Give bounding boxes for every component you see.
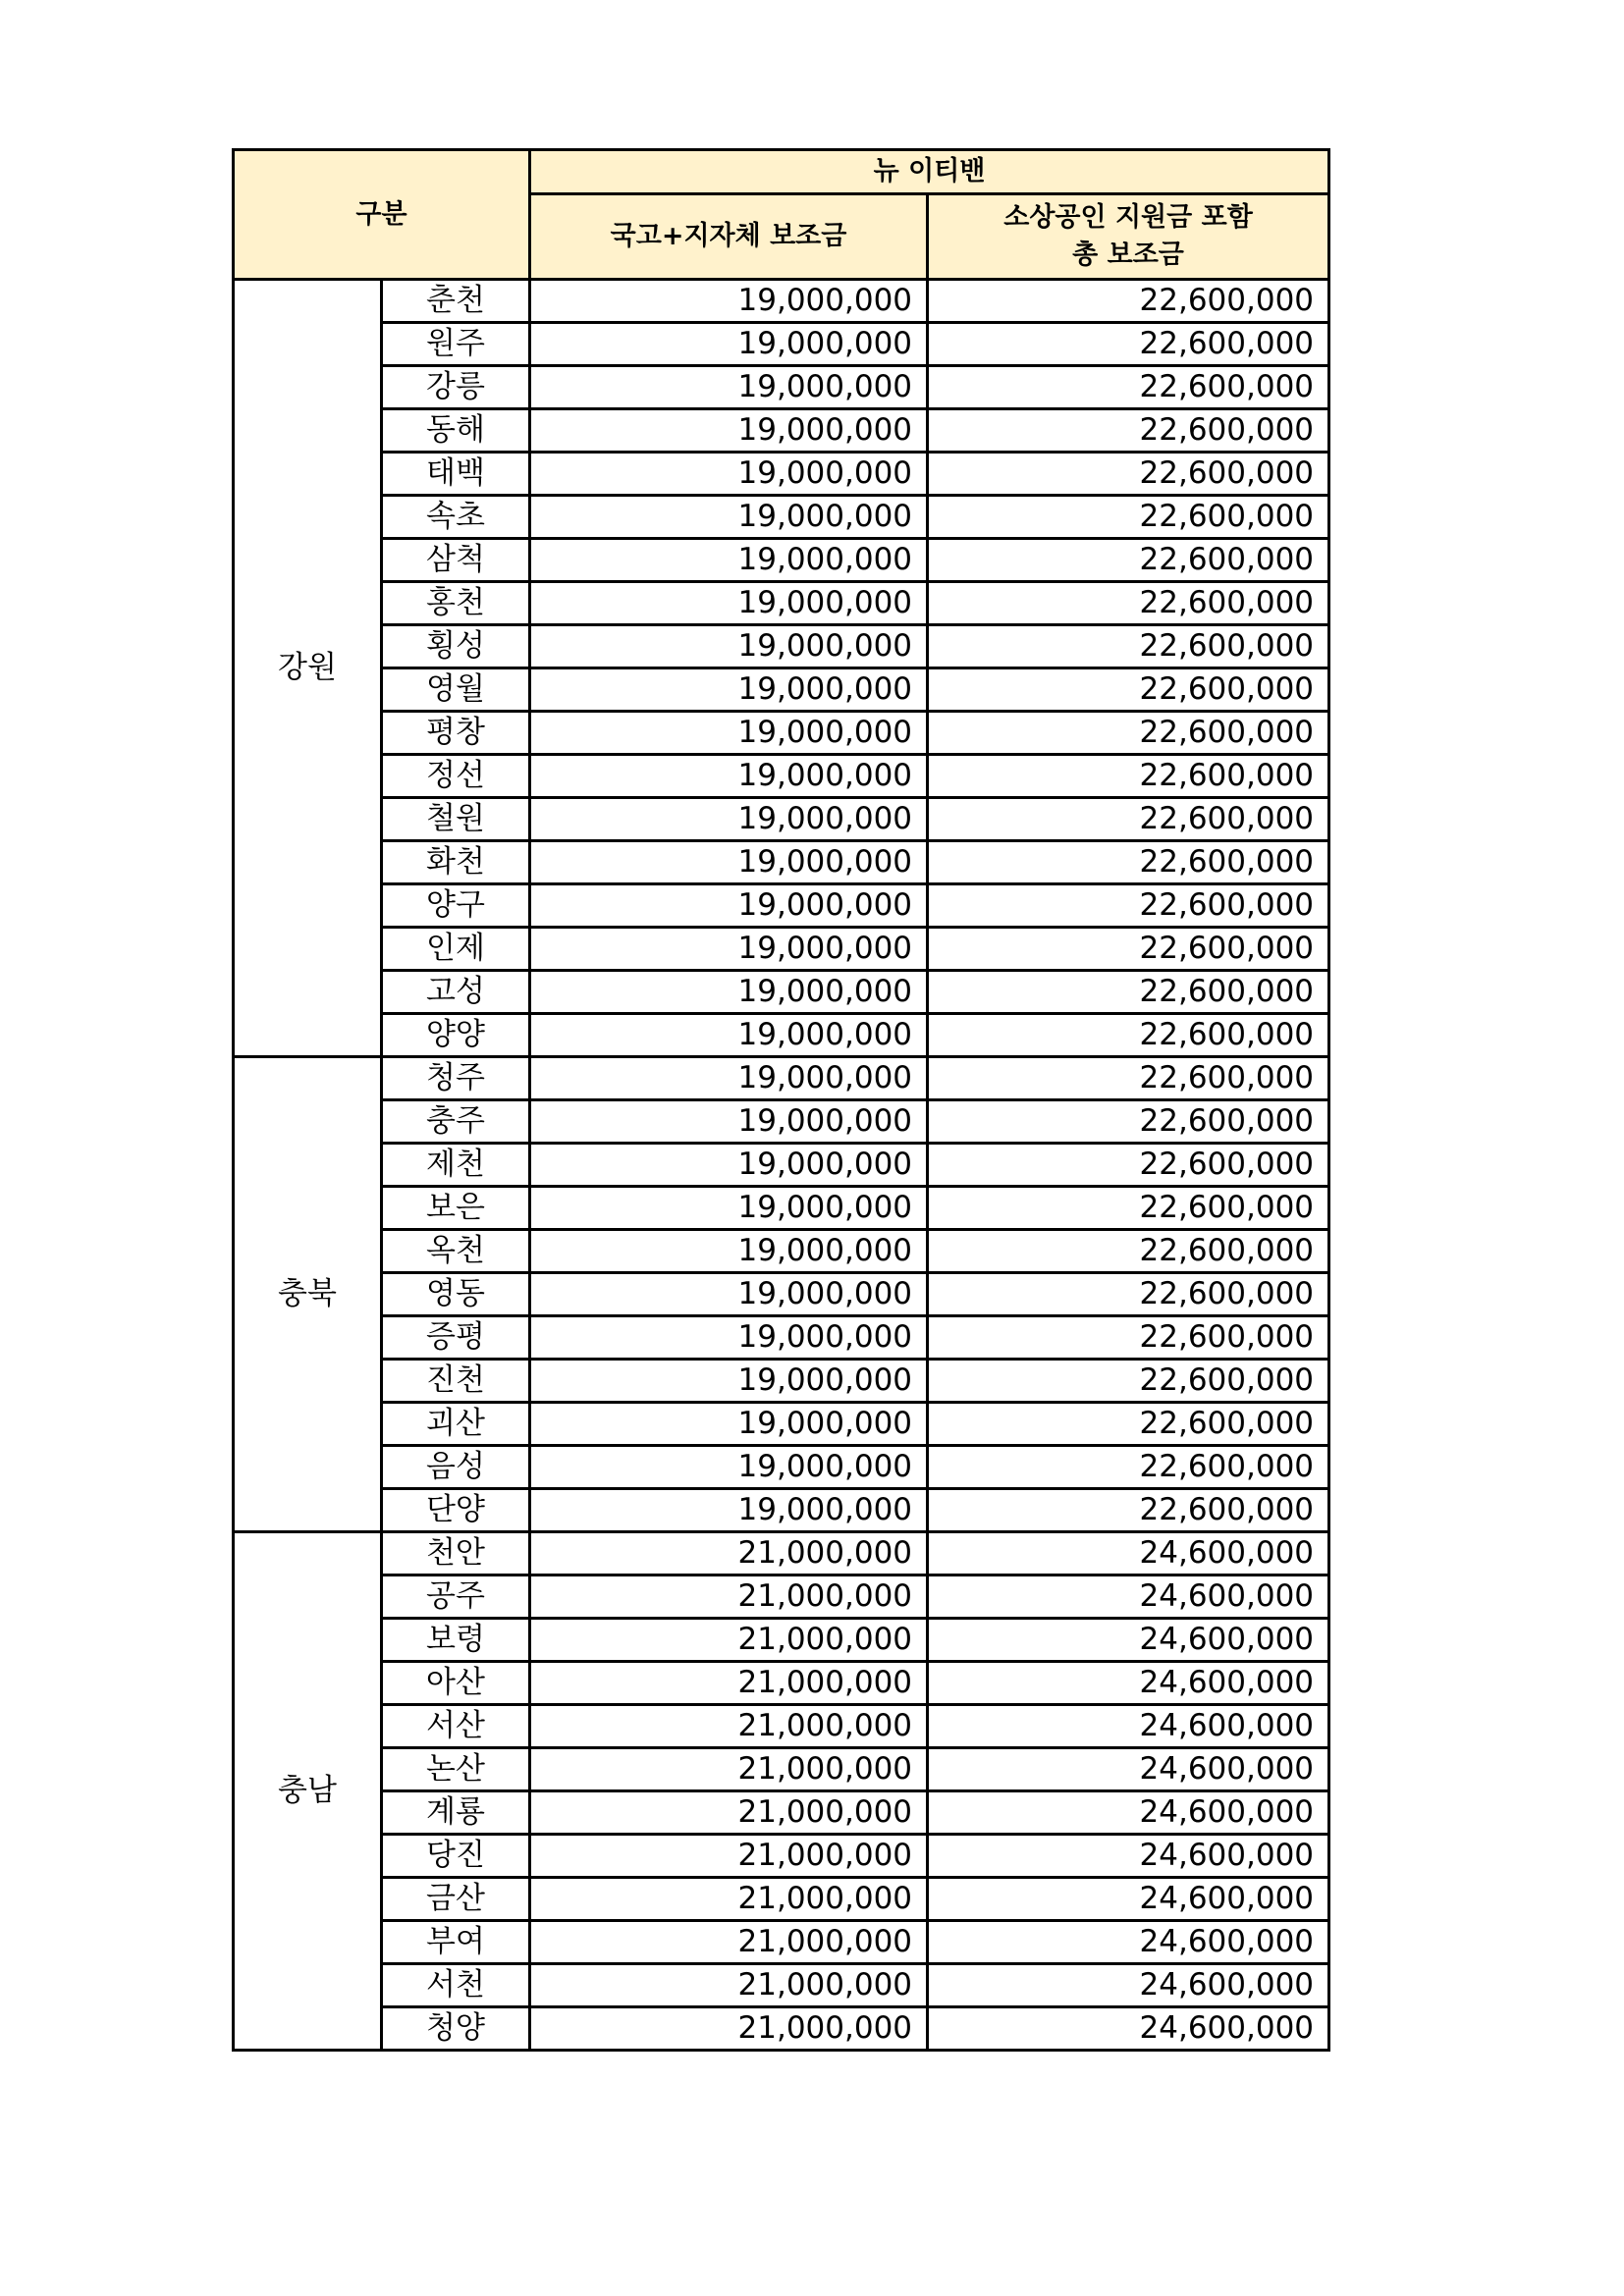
table-row <box>234 625 1329 668</box>
total-subsidy-amount-cell: 22,600,000 <box>928 1446 1329 1489</box>
subsidy-amount-cell: 19,000,000 <box>530 1403 928 1446</box>
city-cell: 단양 <box>382 1489 530 1532</box>
table-row <box>234 1835 1329 1878</box>
subsidy-amount-cell: 21,000,000 <box>530 1964 928 2007</box>
table-row <box>234 1748 1329 1791</box>
total-subsidy-amount-cell: 22,600,000 <box>928 841 1329 884</box>
city-cell: 화천 <box>382 841 530 884</box>
subsidy-amount-cell: 21,000,000 <box>530 1921 928 1964</box>
table-row <box>234 1316 1329 1360</box>
total-subsidy-amount-cell: 22,600,000 <box>928 1014 1329 1057</box>
table-row <box>234 1575 1329 1619</box>
table-row <box>234 1057 1329 1100</box>
city-cell: 충주 <box>382 1100 530 1144</box>
table-row <box>234 1791 1329 1835</box>
table-row <box>234 841 1329 884</box>
city-cell: 고성 <box>382 971 530 1014</box>
city-cell: 당진 <box>382 1835 530 1878</box>
total-subsidy-amount-cell: 22,600,000 <box>928 1316 1329 1360</box>
city-cell: 옥천 <box>382 1230 530 1273</box>
city-cell: 아산 <box>382 1662 530 1705</box>
table-row <box>234 1403 1329 1446</box>
table-row <box>234 1662 1329 1705</box>
city-cell: 계룡 <box>382 1791 530 1835</box>
city-cell: 공주 <box>382 1575 530 1619</box>
total-subsidy-amount-cell: 24,600,000 <box>928 1705 1329 1748</box>
subsidy-amount-cell: 19,000,000 <box>530 323 928 366</box>
city-cell: 서산 <box>382 1705 530 1748</box>
total-subsidy-amount-cell: 22,600,000 <box>928 755 1329 798</box>
subsidy-amount-cell: 19,000,000 <box>530 1057 928 1100</box>
total-subsidy-amount-cell: 22,600,000 <box>928 280 1329 323</box>
subsidy-table <box>232 148 1330 2052</box>
total-subsidy-amount-cell: 22,600,000 <box>928 409 1329 453</box>
total-subsidy-amount-cell: 22,600,000 <box>928 453 1329 496</box>
city-cell: 태백 <box>382 453 530 496</box>
city-cell: 제천 <box>382 1144 530 1187</box>
city-cell: 양양 <box>382 1014 530 1057</box>
total-subsidy-amount-cell: 22,600,000 <box>928 1360 1329 1403</box>
table-row <box>234 1273 1329 1316</box>
total-subsidy-amount-cell: 22,600,000 <box>928 668 1329 712</box>
total-subsidy-amount-cell: 22,600,000 <box>928 1230 1329 1273</box>
city-cell: 괴산 <box>382 1403 530 1446</box>
city-cell: 천안 <box>382 1532 530 1575</box>
table-row <box>234 1014 1329 1057</box>
total-subsidy-column-header <box>928 194 1329 280</box>
total-subsidy-amount-cell: 22,600,000 <box>928 1144 1329 1187</box>
subsidy-amount-cell: 21,000,000 <box>530 2007 928 2051</box>
table-row <box>234 539 1329 582</box>
table-row <box>234 755 1329 798</box>
table-row <box>234 1100 1329 1144</box>
total-subsidy-amount-cell: 24,600,000 <box>928 1878 1329 1921</box>
subsidy-amount-cell: 21,000,000 <box>530 1748 928 1791</box>
total-subsidy-amount-cell: 22,600,000 <box>928 884 1329 928</box>
table-row <box>234 582 1329 625</box>
subsidy-amount-cell: 21,000,000 <box>530 1532 928 1575</box>
table-row <box>234 668 1329 712</box>
subsidy-amount-cell: 19,000,000 <box>530 539 928 582</box>
table-row <box>234 1619 1329 1662</box>
subsidy-amount-cell: 19,000,000 <box>530 625 928 668</box>
table-row <box>234 884 1329 928</box>
city-cell: 평창 <box>382 712 530 755</box>
city-cell: 강릉 <box>382 366 530 409</box>
total-subsidy-amount-cell: 24,600,000 <box>928 1791 1329 1835</box>
subsidy-amount-cell: 19,000,000 <box>530 1446 928 1489</box>
model-header: 뉴 이티밴 <box>530 150 1329 194</box>
subsidy-amount-cell: 19,000,000 <box>530 1144 928 1187</box>
total-subsidy-header-line2: 총 보조금 <box>1072 240 1184 270</box>
table-row <box>234 1360 1329 1403</box>
subsidy-amount-cell: 21,000,000 <box>530 1835 928 1878</box>
total-subsidy-amount-cell: 22,600,000 <box>928 712 1329 755</box>
total-subsidy-amount-cell: 24,600,000 <box>928 1575 1329 1619</box>
total-subsidy-amount-cell: 22,600,000 <box>928 1489 1329 1532</box>
table-body <box>234 280 1329 2051</box>
subsidy-amount-cell: 19,000,000 <box>530 1100 928 1144</box>
total-subsidy-amount-cell: 22,600,000 <box>928 1403 1329 1446</box>
subsidy-amount-cell: 19,000,000 <box>530 884 928 928</box>
total-subsidy-amount-cell: 24,600,000 <box>928 1748 1329 1791</box>
city-cell: 삼척 <box>382 539 530 582</box>
table-row <box>234 453 1329 496</box>
city-cell: 논산 <box>382 1748 530 1791</box>
subsidy-column-header: 국고+지자체 보조금 <box>530 194 928 280</box>
subsidy-amount-cell: 19,000,000 <box>530 668 928 712</box>
region-cell: 충북 <box>234 1057 382 1532</box>
total-subsidy-amount-cell: 24,600,000 <box>928 1835 1329 1878</box>
subsidy-amount-cell: 19,000,000 <box>530 1187 928 1230</box>
city-cell: 부여 <box>382 1921 530 1964</box>
city-cell: 인제 <box>382 928 530 971</box>
table-row <box>234 712 1329 755</box>
city-cell: 청주 <box>382 1057 530 1100</box>
total-subsidy-amount-cell: 24,600,000 <box>928 2007 1329 2051</box>
table-row <box>234 1144 1329 1187</box>
table-row <box>234 366 1329 409</box>
region-cell: 충남 <box>234 1532 382 2051</box>
city-cell: 속초 <box>382 496 530 539</box>
table-row <box>234 1532 1329 1575</box>
table-row <box>234 323 1329 366</box>
total-subsidy-amount-cell: 22,600,000 <box>928 798 1329 841</box>
total-subsidy-amount-cell: 22,600,000 <box>928 366 1329 409</box>
subsidy-amount-cell: 19,000,000 <box>530 453 928 496</box>
total-subsidy-amount-cell: 24,600,000 <box>928 1921 1329 1964</box>
city-cell: 동해 <box>382 409 530 453</box>
total-subsidy-amount-cell: 24,600,000 <box>928 1964 1329 2007</box>
region-cell: 강원 <box>234 280 382 1057</box>
city-cell: 보령 <box>382 1619 530 1662</box>
table-row <box>234 2007 1329 2051</box>
city-cell: 서천 <box>382 1964 530 2007</box>
total-subsidy-amount-cell: 22,600,000 <box>928 1187 1329 1230</box>
subsidy-amount-cell: 21,000,000 <box>530 1878 928 1921</box>
subsidy-amount-cell: 19,000,000 <box>530 1230 928 1273</box>
subsidy-amount-cell: 19,000,000 <box>530 798 928 841</box>
subsidy-amount-cell: 19,000,000 <box>530 1273 928 1316</box>
subsidy-amount-cell: 21,000,000 <box>530 1575 928 1619</box>
total-subsidy-amount-cell: 22,600,000 <box>928 625 1329 668</box>
table-row <box>234 1187 1329 1230</box>
total-subsidy-amount-cell: 22,600,000 <box>928 582 1329 625</box>
city-cell: 양구 <box>382 884 530 928</box>
subsidy-amount-cell: 21,000,000 <box>530 1662 928 1705</box>
total-subsidy-amount-cell: 22,600,000 <box>928 1057 1329 1100</box>
total-subsidy-amount-cell: 22,600,000 <box>928 539 1329 582</box>
subsidy-amount-cell: 19,000,000 <box>530 1014 928 1057</box>
subsidy-amount-cell: 19,000,000 <box>530 280 928 323</box>
table-row <box>234 1705 1329 1748</box>
subsidy-amount-cell: 19,000,000 <box>530 755 928 798</box>
total-subsidy-amount-cell: 22,600,000 <box>928 971 1329 1014</box>
city-cell: 청양 <box>382 2007 530 2051</box>
city-cell: 원주 <box>382 323 530 366</box>
city-cell: 금산 <box>382 1878 530 1921</box>
subsidy-amount-cell: 21,000,000 <box>530 1619 928 1662</box>
total-subsidy-header-line1: 소상공인 지원금 포함 <box>1003 202 1253 233</box>
table-row <box>234 1964 1329 2007</box>
total-subsidy-amount-cell: 24,600,000 <box>928 1619 1329 1662</box>
subsidy-amount-cell: 19,000,000 <box>530 496 928 539</box>
table-row <box>234 1446 1329 1489</box>
total-subsidy-amount-cell: 22,600,000 <box>928 1273 1329 1316</box>
table-row <box>234 1489 1329 1532</box>
subsidy-amount-cell: 19,000,000 <box>530 366 928 409</box>
subsidy-amount-cell: 19,000,000 <box>530 971 928 1014</box>
table-row <box>234 1230 1329 1273</box>
total-subsidy-amount-cell: 22,600,000 <box>928 496 1329 539</box>
category-header: 구분 <box>234 150 530 280</box>
total-subsidy-amount-cell: 24,600,000 <box>928 1662 1329 1705</box>
city-cell: 횡성 <box>382 625 530 668</box>
city-cell: 춘천 <box>382 280 530 323</box>
table-row <box>234 280 1329 323</box>
subsidy-amount-cell: 19,000,000 <box>530 1360 928 1403</box>
total-subsidy-amount-cell: 22,600,000 <box>928 928 1329 971</box>
subsidy-amount-cell: 19,000,000 <box>530 712 928 755</box>
city-cell: 정선 <box>382 755 530 798</box>
total-subsidy-amount-cell: 22,600,000 <box>928 323 1329 366</box>
table-header <box>234 150 1329 280</box>
total-subsidy-amount-cell: 24,600,000 <box>928 1532 1329 1575</box>
city-cell: 증평 <box>382 1316 530 1360</box>
total-subsidy-amount-cell: 22,600,000 <box>928 1100 1329 1144</box>
city-cell: 보은 <box>382 1187 530 1230</box>
table-row <box>234 496 1329 539</box>
city-cell: 진천 <box>382 1360 530 1403</box>
city-cell: 영월 <box>382 668 530 712</box>
subsidy-amount-cell: 19,000,000 <box>530 928 928 971</box>
city-cell: 음성 <box>382 1446 530 1489</box>
table-row <box>234 928 1329 971</box>
subsidy-amount-cell: 19,000,000 <box>530 1316 928 1360</box>
subsidy-amount-cell: 19,000,000 <box>530 582 928 625</box>
table-row <box>234 1878 1329 1921</box>
subsidy-amount-cell: 19,000,000 <box>530 409 928 453</box>
subsidy-amount-cell: 19,000,000 <box>530 841 928 884</box>
table-row <box>234 798 1329 841</box>
subsidy-amount-cell: 21,000,000 <box>530 1791 928 1835</box>
subsidy-amount-cell: 21,000,000 <box>530 1705 928 1748</box>
city-cell: 철원 <box>382 798 530 841</box>
subsidy-amount-cell: 19,000,000 <box>530 1489 928 1532</box>
table-row <box>234 409 1329 453</box>
table-row <box>234 1921 1329 1964</box>
city-cell: 홍천 <box>382 582 530 625</box>
city-cell: 영동 <box>382 1273 530 1316</box>
table-row <box>234 971 1329 1014</box>
